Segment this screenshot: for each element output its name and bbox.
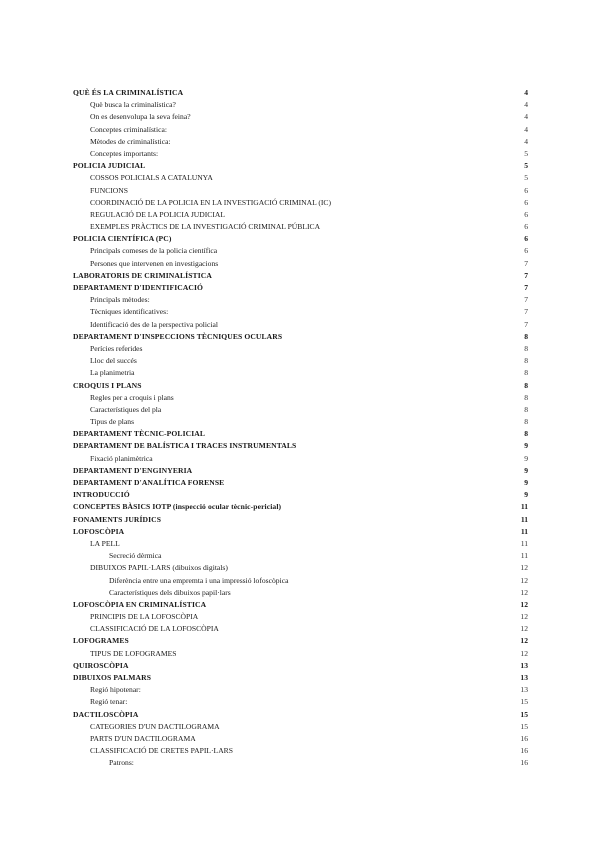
toc-entry[interactable] [73, 209, 528, 221]
toc-entry-title: DEPARTAMENT TÈCNIC-POLICIAL [73, 429, 206, 439]
toc-entry[interactable] [73, 477, 528, 489]
toc-entry-page-number: 6 [524, 197, 528, 207]
toc-entry[interactable] [73, 416, 528, 428]
toc-entry[interactable] [73, 562, 528, 574]
toc-entry[interactable] [73, 465, 528, 477]
toc-entry[interactable] [73, 733, 528, 745]
toc-entry[interactable] [73, 514, 528, 526]
toc-entry[interactable] [73, 258, 528, 270]
toc-entry-title: CATEGORIES D'UN DACTILOGRAMA [90, 721, 220, 731]
toc-entry[interactable] [73, 221, 528, 233]
toc-entry-title: DEPARTAMENT D'ENGINYERIA [73, 465, 193, 475]
toc-entry-title: COORDINACIÓ DE LA POLICIA EN LA INVESTIGACIÓ CRIMINAL (IC) [90, 197, 332, 207]
toc-entry[interactable] [73, 172, 528, 184]
toc-entry-page-number: 15 [520, 709, 528, 719]
toc-entry-title: LOFOSCÒPIA [73, 526, 125, 536]
toc-entry-page-number: 8 [524, 343, 528, 353]
toc-entry[interactable] [73, 197, 528, 209]
toc-entry-title: Secreció dèrmica [109, 551, 162, 561]
toc-entry[interactable] [73, 392, 528, 404]
toc-entry-page-number: 13 [520, 673, 528, 682]
toc-entry[interactable] [73, 501, 528, 513]
toc-entry-page-number: 8 [524, 368, 528, 378]
toc-entry-page-number: 11 [520, 526, 528, 536]
toc-entry-page-number: 16 [520, 733, 528, 743]
toc-entry-title: Característiques del pla [90, 404, 162, 414]
toc-entry-title: CLASSIFICACIÓ DE CRETES PAPIL·LARS [90, 746, 233, 756]
toc-entry-title: FONAMENTS JURÍDICS [73, 514, 162, 524]
toc-entry-title: DEPARTAMENT D'IDENTIFICACIÓ [73, 283, 204, 292]
toc-entry[interactable] [73, 294, 528, 306]
toc-entry-title: Conceptes importants: [90, 148, 159, 158]
toc-entry-page-number: 11 [520, 538, 528, 548]
toc-entry-page-number: 12 [520, 563, 528, 573]
toc-entry[interactable] [73, 270, 528, 282]
toc-entry[interactable] [73, 148, 528, 160]
toc-entry-page-number: 5 [524, 173, 528, 183]
toc-entry[interactable] [73, 331, 528, 343]
toc-entry-title: QUÈ ÉS LA CRIMINALÍSTICA [73, 88, 184, 97]
toc-entry[interactable] [73, 136, 528, 148]
toc-entry[interactable] [73, 623, 528, 635]
toc-entry-title: DIBUIXOS PALMARS [73, 673, 152, 682]
toc-entry-title: La planimetria [90, 368, 135, 378]
toc-entry-page-number: 12 [520, 636, 528, 646]
toc-entry-title: Regles per a croquis i plans [90, 392, 174, 402]
toc-entry-page-number: 13 [520, 660, 528, 670]
toc-entry[interactable] [73, 635, 528, 647]
toc-entry-page-number: 7 [524, 319, 528, 329]
toc-entry-page-number: 4 [524, 136, 528, 146]
toc-entry[interactable] [73, 185, 528, 197]
toc-entry-title: TIPUS DE LOFOGRAMES [90, 648, 177, 658]
toc-entry-title: Regió hipotenar: [90, 685, 141, 695]
toc-entry-title: Conceptes criminalística: [90, 124, 167, 134]
toc-entry[interactable] [73, 587, 528, 599]
toc-entry[interactable] [73, 428, 528, 440]
toc-entry-page-number: 8 [524, 380, 528, 390]
toc-entry-title: Persones que intervenen en investigacions [90, 258, 219, 268]
toc-entry-page-number: 8 [524, 356, 528, 366]
toc-entry-title: Patrons: [109, 758, 134, 768]
toc-entry-title: LOFOSCÒPIA EN CRIMINALÍSTICA [73, 599, 207, 609]
toc-entry[interactable] [73, 404, 528, 416]
toc-entry-title: Tècniques identificatives: [90, 307, 169, 317]
toc-entry-page-number: 7 [524, 307, 528, 317]
toc-entry-title: CLASSIFICACIÓ DE LA LOFOSCÒPIA [90, 624, 219, 634]
toc-entry[interactable] [73, 757, 528, 769]
toc-entry-title: LOFOGRAMES [73, 636, 129, 646]
toc-entry-page-number: 7 [524, 295, 528, 305]
toc-entry-page-number: 13 [520, 685, 528, 695]
toc-entry-title: LABORATORIS DE CRIMINALÍSTICA [73, 270, 212, 280]
toc-entry[interactable] [73, 709, 528, 721]
toc-entry-page-number: 12 [520, 599, 528, 609]
toc-entry-title: DIBUIXOS PAPIL·LARS (dibuixos digitals) [90, 563, 228, 573]
toc-entry-page-number: 12 [520, 612, 528, 622]
toc-entry-page-number: 11 [520, 502, 528, 512]
toc-entry-page-number: 6 [524, 222, 528, 232]
toc-entry-title: Mètodes de criminalística: [90, 136, 171, 146]
toc-entry-page-number: 5 [524, 148, 528, 158]
toc-entry-page-number: 15 [520, 697, 528, 707]
toc-entry[interactable] [73, 489, 528, 501]
toc-entry-page-number: 6 [524, 185, 528, 195]
toc-entry[interactable] [73, 575, 528, 587]
toc-entry[interactable] [73, 233, 528, 245]
toc-entry-title: COSSOS POLICIALS A CATALUNYA [90, 173, 213, 183]
toc-entry-title: EXEMPLES PRÀCTICS DE LA INVESTIGACIÓ CRIMINAL PÚBLICA [90, 222, 321, 232]
toc-entry-title: Diferència entre una empremta i una impressió lofoscòpica [109, 575, 289, 585]
toc-entry[interactable] [73, 696, 528, 708]
toc-entry-title: FUNCIONS [90, 185, 128, 195]
toc-entry-title: Perícies referides [90, 343, 143, 353]
toc-entry[interactable] [73, 367, 528, 379]
toc-entry[interactable] [73, 599, 528, 611]
toc-entry-title: CONCEPTES BÀSICS IOTP (inspecció ocular tècnic-pericial) [73, 502, 282, 512]
toc-entry-title: Regió tenar: [90, 697, 128, 707]
toc-entry[interactable] [73, 245, 528, 257]
toc-entry[interactable] [73, 319, 528, 331]
toc-entry-page-number: 4 [524, 100, 528, 110]
toc-entry-title: POLICIA JUDICIAL [73, 161, 146, 171]
toc-entry-page-number: 12 [520, 575, 528, 585]
toc-entry-page-number: 7 [524, 270, 528, 280]
toc-entry-title: PARTS D'UN DACTILOGRAMA [90, 733, 196, 743]
toc-entry[interactable] [73, 648, 528, 660]
toc-entry-title: Principals mètodes: [90, 295, 150, 305]
toc-entry-page-number: 4 [524, 88, 528, 97]
toc-entry[interactable] [73, 672, 528, 684]
toc-entry-page-number: 9 [524, 453, 528, 463]
toc-entry[interactable] [73, 660, 528, 672]
toc-entry[interactable] [73, 160, 528, 172]
toc-entry[interactable] [73, 355, 528, 367]
toc-entry-title: Què busca la criminalística? [90, 100, 176, 110]
toc-entry-title: Característiques dels dibuixos papil·lars [109, 587, 231, 597]
toc-entry-page-number: 16 [520, 758, 528, 768]
toc-entry-title: Identificació des de la perspectiva policial [90, 319, 218, 329]
toc-entry-page-number: 6 [524, 234, 528, 244]
toc-entry[interactable] [73, 124, 528, 136]
toc-entry-page-number: 15 [520, 721, 528, 731]
toc-entry-title: REGULACIÓ DE LA POLICIA JUDICIAL [90, 209, 225, 219]
toc-entry-title: DACTILOSCÒPIA [73, 709, 139, 719]
toc-entry-page-number: 12 [520, 624, 528, 634]
toc-entry-title: Principals comeses de la policia científica [90, 246, 218, 256]
toc-entry-page-number: 5 [524, 161, 528, 171]
toc-entry-title: QUIROSCÒPIA [73, 660, 129, 670]
toc-entry-page-number: 8 [524, 404, 528, 414]
toc-entry-page-number: 6 [524, 209, 528, 219]
toc-entry-title: DEPARTAMENT D'INSPECCIONS TÈCNIQUES OCULARS [73, 331, 283, 341]
toc-entry-page-number: 12 [520, 648, 528, 658]
toc-entry[interactable] [73, 99, 528, 111]
toc-entry-title: Lloc del succés [90, 356, 137, 366]
toc-entry-title: LA PELL [90, 538, 120, 548]
toc-entry[interactable] [73, 745, 528, 757]
toc-entry-title: INTRODUCCIÓ [73, 490, 130, 500]
toc-entry-title: PRINCIPIS DE LA LOFOSCÒPIA [90, 612, 199, 622]
toc-entry-page-number: 11 [520, 514, 528, 524]
toc-entry[interactable] [73, 306, 528, 318]
toc-entry-title: CROQUIS I PLANS [73, 380, 142, 390]
toc-entry-page-number: 8 [524, 392, 528, 402]
toc-entry-title: POLICIA CIENTÍFICA (PC) [73, 234, 172, 244]
toc-entry-page-number: 7 [524, 258, 528, 268]
toc-entry-page-number: 8 [524, 429, 528, 439]
toc-entry[interactable] [73, 538, 528, 550]
toc-entry-page-number: 12 [520, 587, 528, 597]
toc-entry-page-number: 9 [524, 465, 528, 475]
toc-entry-page-number: 4 [524, 112, 528, 122]
toc-entry-page-number: 16 [520, 746, 528, 756]
toc-entry[interactable] [73, 611, 528, 623]
toc-entry-page-number: 9 [524, 490, 528, 500]
toc-entry-page-number: 6 [524, 246, 528, 256]
toc-entry[interactable] [73, 440, 528, 452]
toc-entry-page-number: 4 [524, 124, 528, 134]
toc-entry-page-number: 8 [524, 331, 528, 341]
toc-entry[interactable] [73, 343, 528, 355]
toc-entry-title: Tipus de plans [90, 417, 135, 427]
toc-entry[interactable] [73, 526, 528, 538]
toc-entry-page-number: 9 [524, 441, 528, 451]
toc-entry[interactable] [73, 453, 528, 465]
toc-entry[interactable] [73, 684, 528, 696]
toc-entry[interactable] [73, 282, 528, 294]
toc-entry[interactable] [73, 550, 528, 562]
toc-entry-title: DEPARTAMENT DE BALÍSTICA I TRACES INSTRUMENTALS [73, 441, 297, 451]
toc-entry-title: On es desenvolupa la seva feina? [90, 112, 191, 122]
toc-entry[interactable] [73, 721, 528, 733]
toc-entry-title: Fixació planimètrica [90, 453, 153, 463]
toc-entry-page-number: 9 [524, 478, 528, 487]
toc-entry-title: DEPARTAMENT D'ANALÍTICA FORENSE [73, 478, 225, 487]
toc-entry[interactable] [73, 380, 528, 392]
toc-entry-page-number: 7 [524, 283, 528, 292]
toc-entry-page-number: 11 [520, 551, 528, 561]
toc-entry[interactable] [73, 111, 528, 123]
table-of-contents [73, 87, 528, 770]
toc-entry-page-number: 8 [524, 417, 528, 427]
toc-entry[interactable] [73, 87, 528, 99]
